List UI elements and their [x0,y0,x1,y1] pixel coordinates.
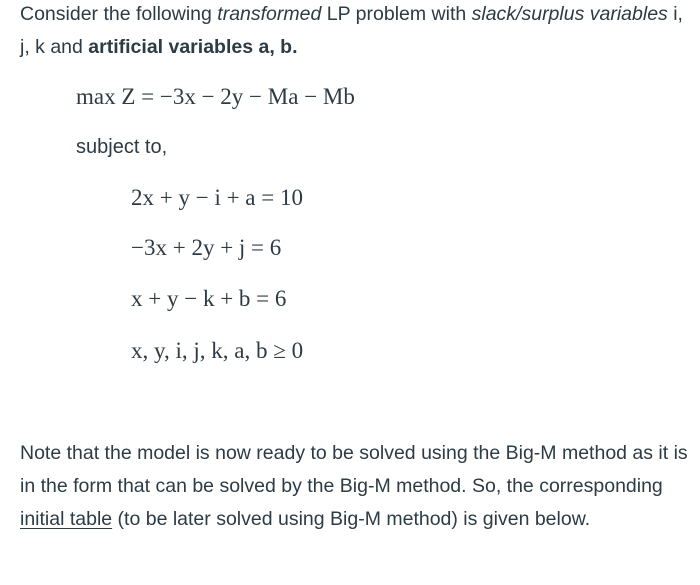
intro-text-2: LP problem with [321,3,472,25]
subject-to-label: subject to, [76,136,168,158]
intro-text-1: Consider the following [20,3,218,25]
intro-bold-artificial: artificial variables a, b [88,36,293,58]
intro-emphasis-transformed: transformed [217,3,322,25]
initial-table-link[interactable]: initial table [20,508,113,530]
note-text-2: (to be later solved using Big-M method) is given below. [112,508,591,530]
note-text-1: Note that the model is now ready to be solved using the Big-M method as it is in the form that can be solved by the Big-M method. So, the corresponding [20,442,688,497]
constraint-1: 2x + y − i + a = 10 [131,185,303,210]
note-paragraph [20,437,696,536]
non-negativity-constraint: x, y, i, j, k, a, b ≥ 0 [131,338,304,363]
constraint-3: x + y − k + b = 6 [131,286,287,311]
intro-paragraph [20,0,696,64]
intro-text-3: i, j, k and [20,3,683,58]
intro-emphasis-slack-surplus: slack/surplus variables [471,3,668,25]
objective-function: max Z = −3x − 2y − Ma − Mb [76,84,355,109]
intro-period: . [292,36,298,58]
constraint-2: −3x + 2y + j = 6 [131,235,282,260]
